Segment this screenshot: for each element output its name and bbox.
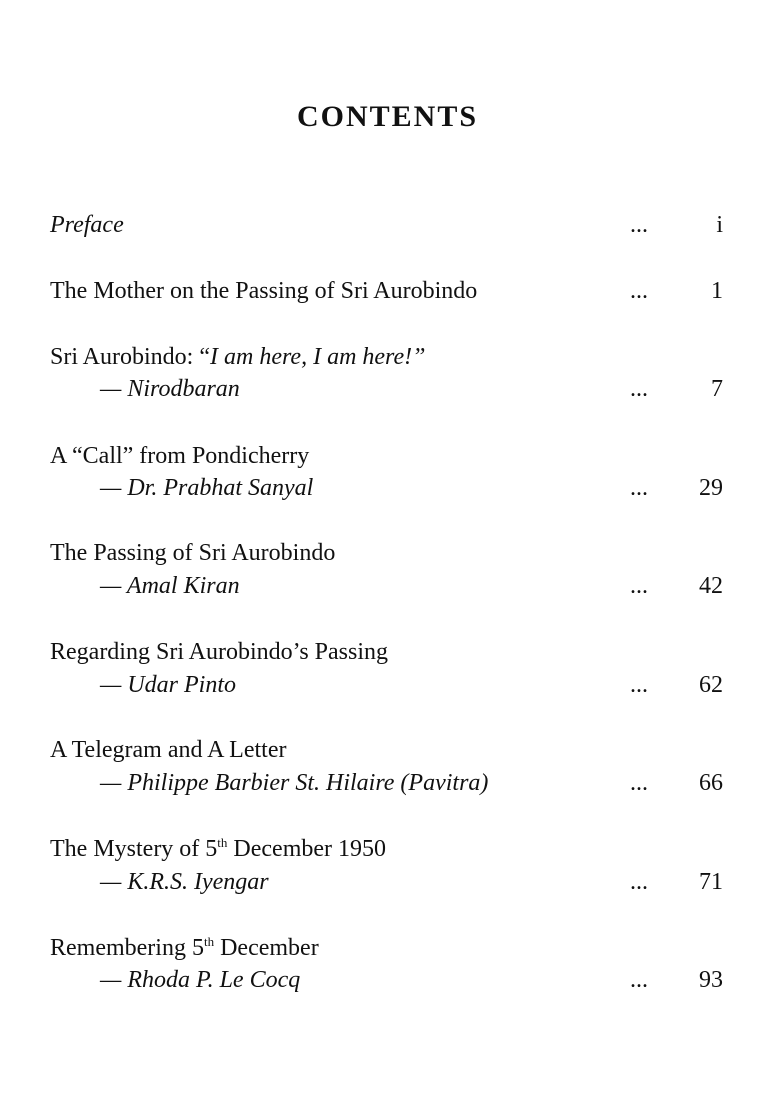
- leader-dots: ...: [630, 770, 648, 796]
- entry-author: — Nirodbaran: [100, 376, 240, 402]
- leader-dots: ...: [630, 278, 648, 304]
- leader-dots: ...: [630, 573, 648, 599]
- page-number: 71: [699, 869, 723, 895]
- leader-dots: ...: [630, 869, 648, 895]
- entry-title: [50, 833, 386, 865]
- page-number: 62: [699, 672, 723, 698]
- page-number: 66: [699, 770, 723, 796]
- entry-author: — Udar Pinto: [100, 672, 237, 698]
- entry-title-text: Sri Aurobindo: “: [50, 344, 210, 370]
- leader-dots: ...: [630, 212, 648, 238]
- page-number: 1: [711, 278, 723, 304]
- entry-title-text: Remembering 5: [50, 935, 204, 961]
- entry-author: — Philippe Barbier St. Hilaire (Pavitra): [100, 770, 489, 796]
- page-number: 42: [699, 573, 723, 599]
- ordinal-suffix: th: [217, 835, 228, 850]
- entry-title: A Telegram and A Letter: [50, 737, 287, 763]
- leader-dots: ...: [630, 475, 648, 501]
- entry-author: — Rhoda P. Le Cocq: [100, 967, 301, 993]
- leader-dots: ...: [630, 376, 648, 402]
- page-title: CONTENTS: [296, 100, 479, 133]
- entry-title: Regarding Sri Aurobindo’s Passing: [50, 639, 389, 665]
- page-number: 29: [699, 475, 723, 501]
- entry-author: — Amal Kiran: [100, 573, 240, 599]
- entry-title: [50, 341, 426, 373]
- entry-author: — K.R.S. Iyengar: [100, 869, 269, 895]
- leader-dots: ...: [630, 967, 648, 993]
- page-number: 7: [711, 376, 723, 402]
- entry-title-text: The Mystery of 5: [50, 836, 218, 862]
- page-number: 93: [699, 967, 723, 993]
- entry-title: The Mother on the Passing of Sri Aurobindo: [50, 278, 478, 304]
- entry-title: A “Call” from Pondicherry: [50, 443, 310, 469]
- leader-dots: ...: [630, 672, 648, 698]
- entry-author: — Dr. Prabhat Sanyal: [100, 475, 314, 501]
- entry-title-quote: I am here, I am here!”: [210, 344, 426, 370]
- entry-title: Preface: [50, 212, 124, 238]
- entry-title: The Passing of Sri Aurobindo: [50, 540, 336, 566]
- entry-title-rest: December 1950: [227, 836, 387, 862]
- entry-title: [50, 932, 319, 964]
- page-number: i: [716, 212, 723, 238]
- entry-title-rest: December: [214, 935, 319, 961]
- ordinal-suffix: th: [203, 934, 215, 949]
